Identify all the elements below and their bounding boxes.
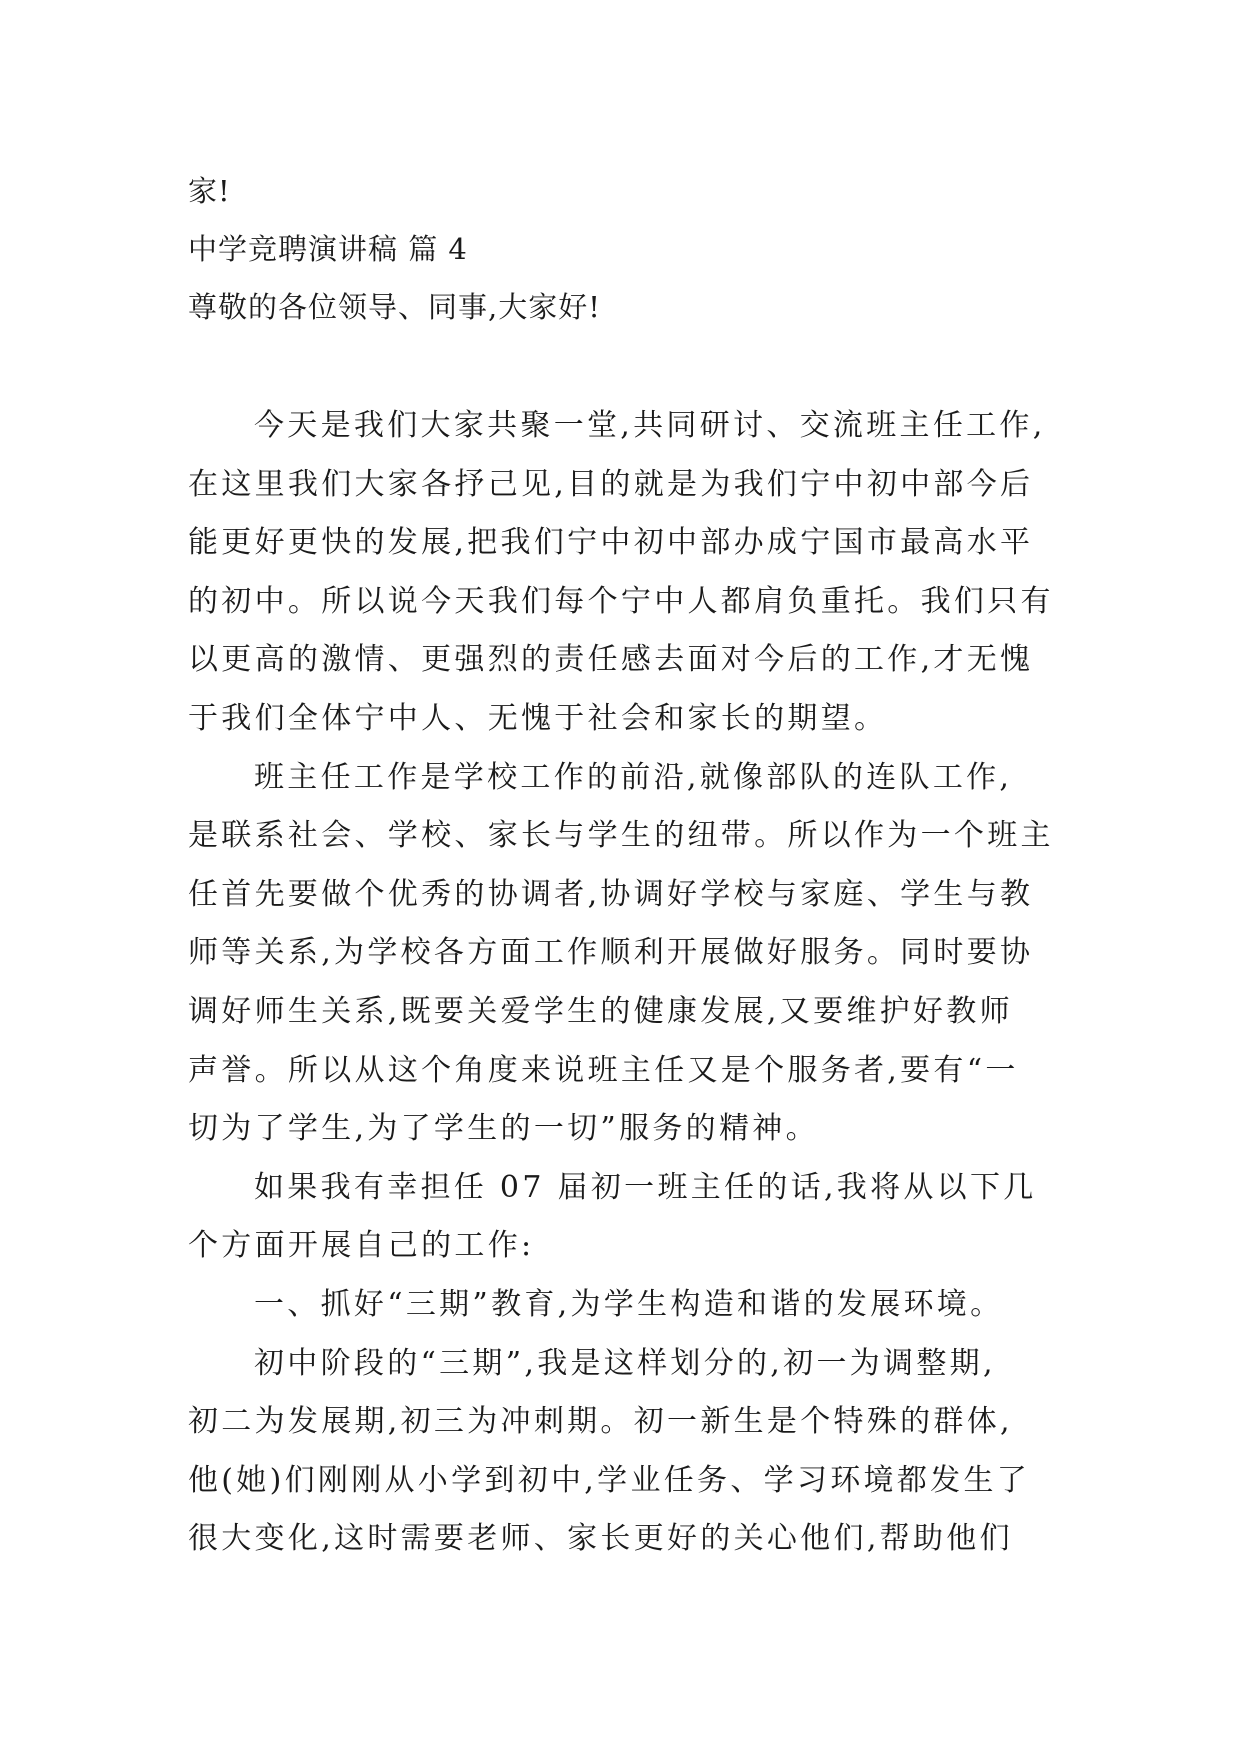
salutation: 尊敬的各位领导、同事,大家好!	[188, 290, 601, 324]
body-text-line: 初二为发展期,初三为冲刺期。初一新生是个特殊的群体,	[188, 1404, 1013, 1440]
body-text-line: 调好师生关系,既要关爱学生的健康发展,又要维护好教师	[188, 993, 1013, 1029]
body-text-line: 是联系社会、学校、家长与学生的纽带。所以作为一个班主	[188, 818, 1054, 854]
body-text-line: 声誉。所以从这个角度来说班主任又是个服务者,要有“一	[188, 1052, 1019, 1088]
document-header	[188, 162, 1068, 336]
body-text-line: 任首先要做个优秀的协调者,协调好学校与家庭、学生与教	[188, 876, 1034, 912]
body-text-line: 班主任工作是学校工作的前沿,就像部队的连队工作,	[254, 759, 1013, 795]
body-text-line: 能更好更快的发展,把我们宁中初中部办成宁国市最高水平	[188, 525, 1034, 561]
body-text-line: 的初中。所以说今天我们每个宁中人都肩负重托。我们只有	[188, 583, 1054, 619]
body-text-line: 如果我有幸担任 07 届初一班主任的话,我将从以下几	[254, 1169, 1037, 1205]
body-text-line: 今天是我们大家共聚一堂,共同研讨、交流班主任工作,	[254, 408, 1046, 443]
body-text-line: 初中阶段的“三期”,我是这样划分的,初一为调整期,	[254, 1345, 996, 1381]
body-text-line: 在这里我们大家各抒己见,目的就是为我们宁中初中部今后	[188, 466, 1034, 502]
body-text-line: 以更高的激情、更强烈的责任感去面对今后的工作,才无愧	[188, 642, 1034, 678]
body-text-line: 他(她)们刚刚从小学到初中,学业任务、学习环境都发生了	[188, 1462, 1031, 1498]
section-title: 中学竞聘演讲稿 篇 4	[188, 232, 468, 266]
body-text-line: 个方面开展自己的工作:	[188, 1228, 535, 1264]
document-body	[188, 397, 1068, 1569]
body-text-line: 师等关系,为学校各方面工作顺利开展做好服务。同时要协	[188, 935, 1034, 971]
header-line-previous-ending: 家!	[188, 174, 231, 208]
body-text-line: 一、抓好“三期”教育,为学生构造和谐的发展环境。	[254, 1286, 1004, 1322]
body-text-line: 很大变化,这时需要老师、家长更好的关心他们,帮助他们	[188, 1521, 1013, 1557]
body-text-line: 切为了学生,为了学生的一切”服务的精神。	[188, 1111, 819, 1147]
body-text-line: 于我们全体宁中人、无愧于社会和家长的期望。	[188, 700, 888, 736]
